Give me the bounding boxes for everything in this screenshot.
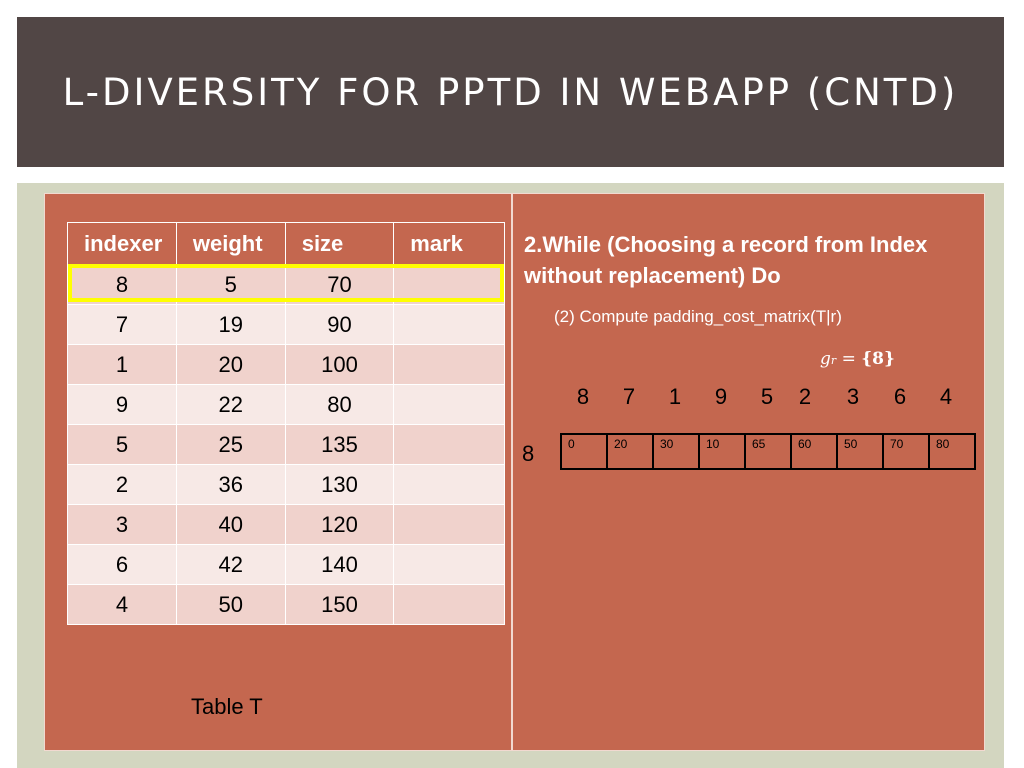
cell-indexer: 2	[68, 465, 177, 505]
title-bar	[17, 17, 1004, 167]
cost-row-label: 8	[522, 441, 535, 466]
padding-cost-row	[560, 433, 976, 470]
cell-weight: 22	[176, 385, 285, 425]
gr-subscript: r	[830, 354, 837, 367]
index-order-item: 2	[798, 384, 812, 409]
cell-indexer: 6	[68, 545, 177, 585]
table-row	[68, 545, 505, 585]
selected-row-highlight	[68, 264, 504, 302]
cell-mark	[394, 545, 505, 585]
header-indexer: indexer	[68, 223, 177, 265]
cost-cell: 10	[699, 434, 745, 469]
gr-equation	[820, 349, 895, 369]
cell-size: 150	[285, 585, 394, 625]
table-row	[68, 585, 505, 625]
cost-cell: 60	[791, 434, 837, 469]
algorithm-substep: (2) Compute padding_cost_matrix(T|r)	[554, 307, 842, 326]
cell-weight: 20	[176, 345, 285, 385]
index-order-row	[560, 384, 975, 414]
cell-indexer: 3	[68, 505, 177, 545]
cost-cell: 20	[607, 434, 653, 469]
cell-weight: 40	[176, 505, 285, 545]
gr-symbol: g	[820, 349, 831, 369]
cell-weight: 5	[176, 265, 285, 305]
cell-size: 90	[285, 305, 394, 345]
cell-weight: 42	[176, 545, 285, 585]
cell-indexer: 8	[68, 265, 177, 305]
cost-row	[561, 434, 975, 469]
cell-mark	[394, 505, 505, 545]
cell-weight: 36	[176, 465, 285, 505]
cell-mark	[394, 585, 505, 625]
cost-cell: 80	[929, 434, 975, 469]
cell-indexer: 7	[68, 305, 177, 345]
cell-mark	[394, 465, 505, 505]
cell-weight: 19	[176, 305, 285, 345]
cell-size: 130	[285, 465, 394, 505]
slide-title: L-DIVERSITY FOR PPTD IN WEBAPP (CNTD)	[62, 71, 959, 114]
index-order-item: 7	[622, 384, 636, 409]
header-mark: mark	[394, 223, 505, 265]
table-row	[68, 385, 505, 425]
algorithm-step-title: 2.While (Choosing a record from Index without replacement) Do	[524, 232, 928, 288]
cell-mark	[394, 305, 505, 345]
cell-size: 140	[285, 545, 394, 585]
table-row	[68, 305, 505, 345]
cost-cell: 0	[561, 434, 607, 469]
gr-set: {8}	[861, 349, 895, 369]
cell-mark	[394, 385, 505, 425]
cell-weight: 50	[176, 585, 285, 625]
index-order-item: 4	[939, 384, 953, 409]
cost-cell: 50	[837, 434, 883, 469]
cell-size: 100	[285, 345, 394, 385]
cell-size: 70	[285, 265, 394, 305]
header-weight: weight	[176, 223, 285, 265]
index-order-item: 5	[760, 384, 774, 409]
index-order-item: 6	[893, 384, 907, 409]
table-header-row	[68, 223, 505, 265]
index-order-item: 8	[576, 384, 590, 409]
cell-indexer: 1	[68, 345, 177, 385]
cell-mark	[394, 345, 505, 385]
cell-size: 120	[285, 505, 394, 545]
table-caption: Table T	[191, 694, 263, 719]
cell-indexer: 5	[68, 425, 177, 465]
index-order-item: 1	[668, 384, 682, 409]
cell-mark	[394, 425, 505, 465]
gr-equals: =	[841, 349, 856, 369]
table-row	[68, 465, 505, 505]
index-order-item: 9	[714, 384, 728, 409]
cell-weight: 25	[176, 425, 285, 465]
cost-cell: 65	[745, 434, 791, 469]
cell-size: 135	[285, 425, 394, 465]
header-size: size	[285, 223, 394, 265]
table-row	[68, 425, 505, 465]
cell-indexer: 9	[68, 385, 177, 425]
cost-cell: 30	[653, 434, 699, 469]
table-row	[68, 345, 505, 385]
cost-cell: 70	[883, 434, 929, 469]
index-order-item: 3	[846, 384, 860, 409]
table-row	[68, 505, 505, 545]
cell-indexer: 4	[68, 585, 177, 625]
cell-size: 80	[285, 385, 394, 425]
